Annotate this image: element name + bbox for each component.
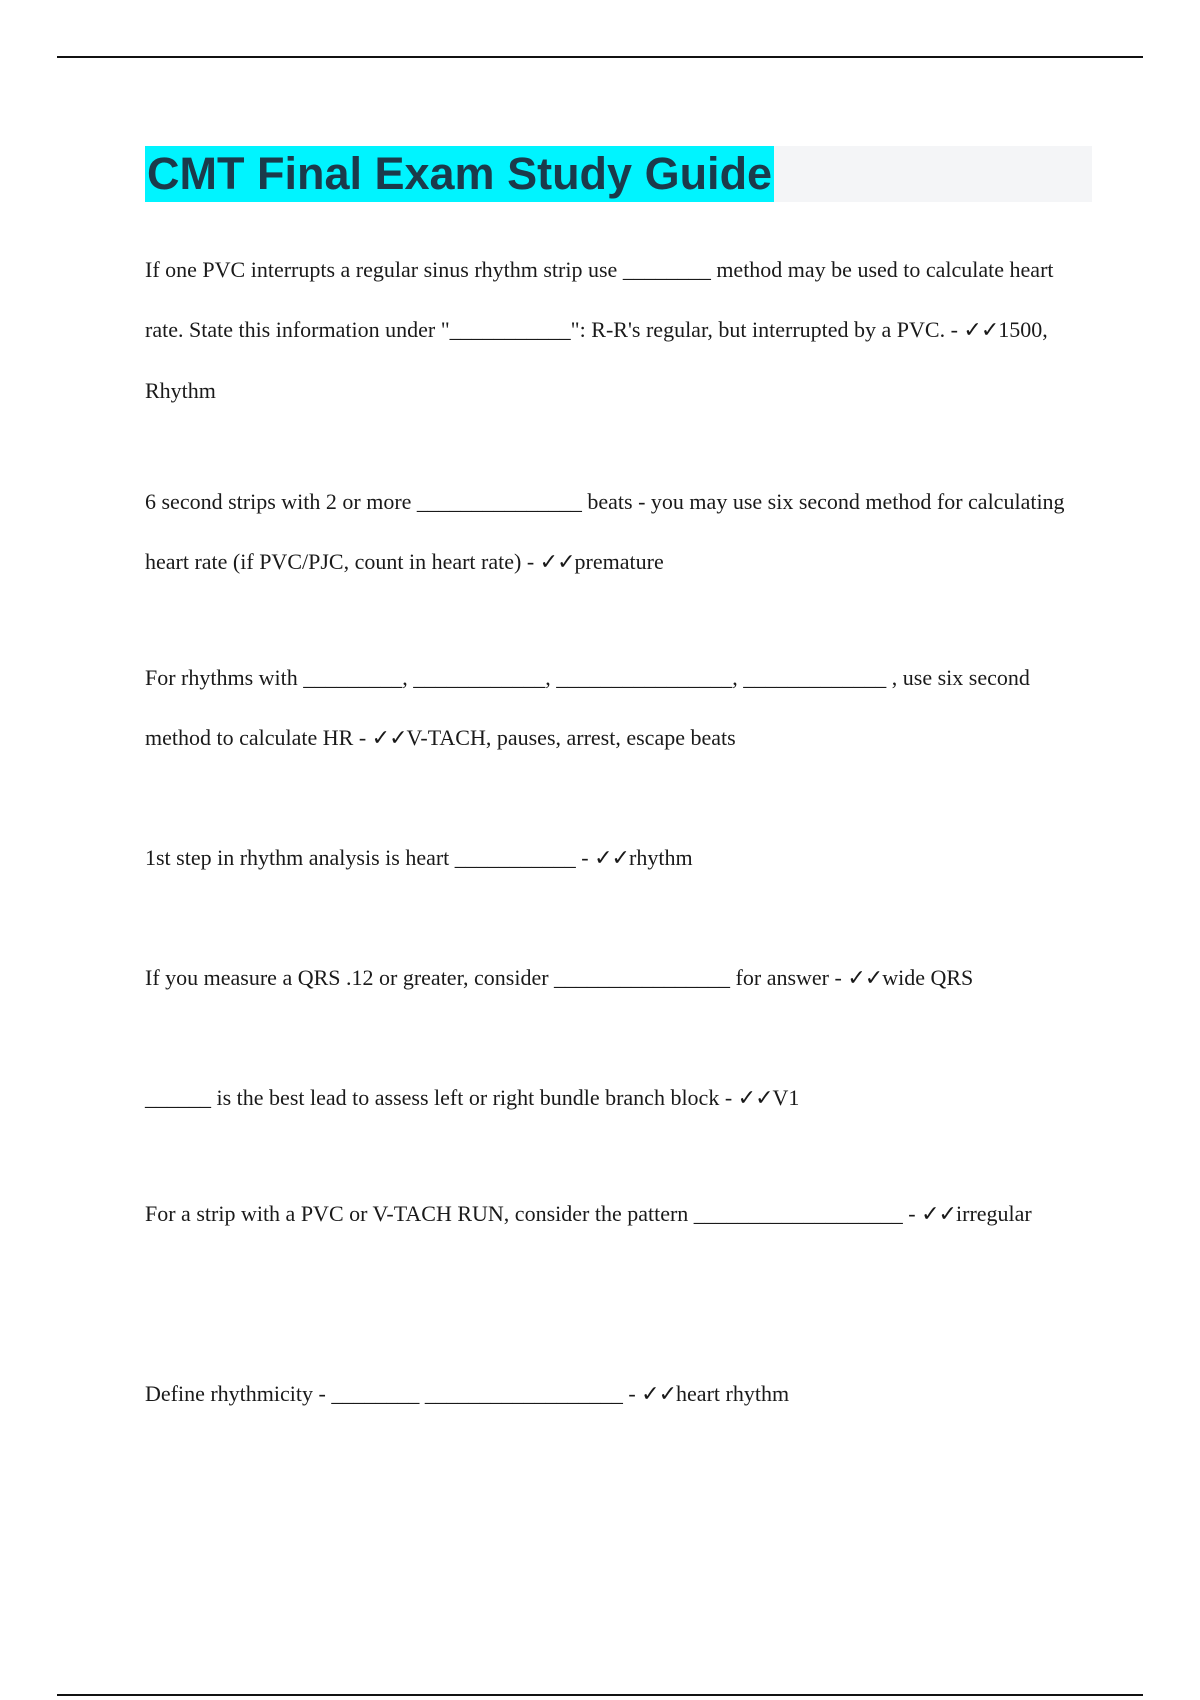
- question-text: If one PVC interrupts a regular sinus rhythm strip use ________ method may be used to calculate heart rate. State this information under "___________": R-R's regular, but interrupted by a PVC. -: [145, 257, 1060, 342]
- qa-item-4: [145, 828, 1075, 889]
- question-text: 1st step in rhythm analysis is heart ___________ -: [145, 845, 595, 870]
- answer-text: V1: [772, 1085, 800, 1110]
- checkmark-icon: ✓✓: [847, 966, 883, 991]
- checkmark-icon: ✓✓: [594, 846, 629, 871]
- question-text: For rhythms with _________, ____________, ________________, _____________ , use six second method to calculate HR -: [145, 665, 1036, 750]
- qa-item-2: [145, 472, 1075, 593]
- answer-text: 1500, Rhythm: [145, 317, 1054, 403]
- answer-text: wide QRS: [882, 965, 974, 990]
- qa-item-3: [145, 648, 1075, 769]
- qa-item-8: [145, 1364, 1075, 1425]
- answer-text: rhythm: [629, 845, 693, 870]
- checkmark-icon: ✓✓: [963, 318, 999, 343]
- qa-item-6: [145, 1068, 1075, 1129]
- answer-text: irregular: [956, 1201, 1032, 1226]
- question-text: For a strip with a PVC or V-TACH RUN, consider the pattern ___________________ -: [145, 1201, 922, 1226]
- answer-text: heart rhythm: [676, 1381, 790, 1406]
- top-rule: [57, 56, 1143, 58]
- page-title: CMT Final Exam Study Guide: [145, 146, 774, 202]
- qa-item-5: [145, 948, 1075, 1009]
- question-text: 6 second strips with 2 or more _______________ beats - you may use six second method for calculating heart rate (if PVC/PJC, count in heart rate) -: [145, 489, 1071, 574]
- checkmark-icon: ✓✓: [371, 726, 407, 751]
- question-text: Define rhythmicity - ________ __________________ -: [145, 1381, 642, 1406]
- answer-text: premature: [574, 549, 664, 574]
- checkmark-icon: ✓✓: [641, 1382, 677, 1407]
- checkmark-icon: ✓✓: [539, 550, 575, 575]
- answer-text: V-TACH, pauses, arrest, escape beats: [406, 725, 736, 750]
- bottom-rule: [57, 1694, 1143, 1696]
- checkmark-icon: ✓✓: [737, 1086, 773, 1111]
- qa-item-1: [145, 240, 1075, 421]
- question-text: If you measure a QRS .12 or greater, consider ________________ for answer -: [145, 965, 848, 990]
- question-text: ______ is the best lead to assess left or right bundle branch block -: [145, 1085, 738, 1110]
- checkmark-icon: ✓✓: [921, 1202, 956, 1227]
- qa-item-7: [145, 1184, 1075, 1245]
